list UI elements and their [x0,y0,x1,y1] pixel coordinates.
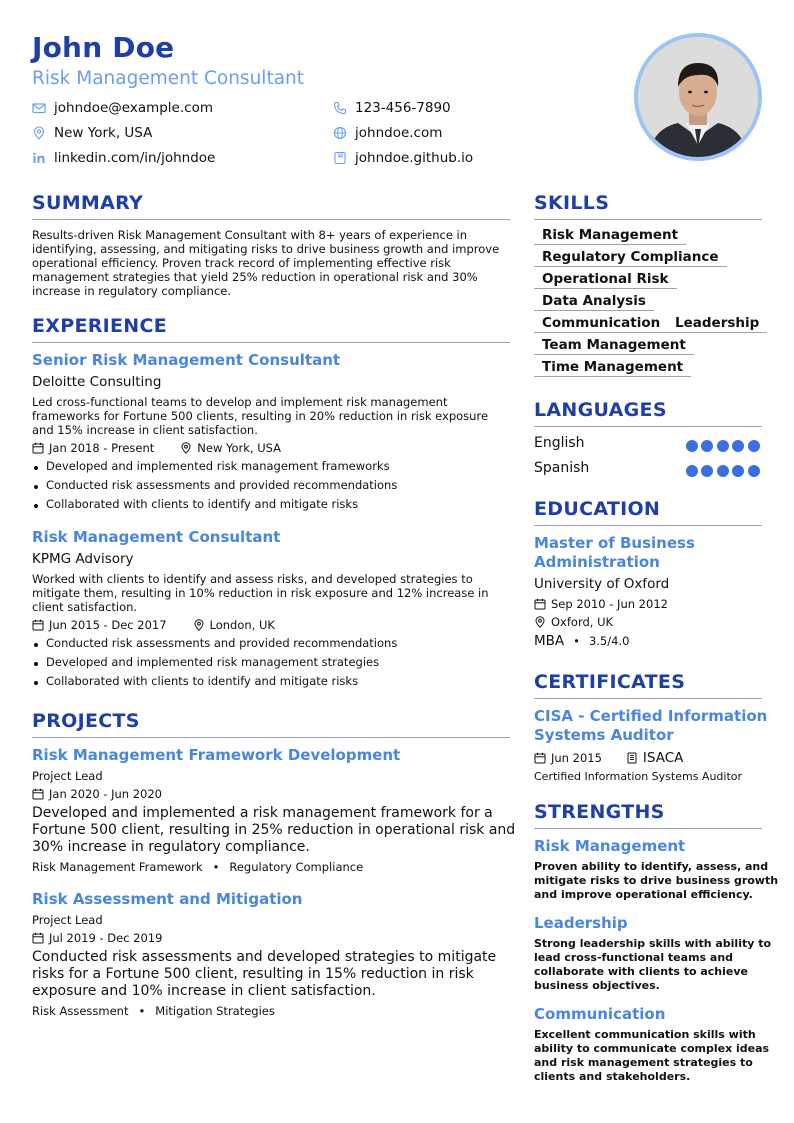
project-description-line: exposure and 10% increase in client satisfaction. [32,983,376,999]
projects-divider [32,737,510,738]
project-dates: Jul 2019 - Dec 2019 [49,931,163,945]
location-pin-icon [534,616,546,628]
education-degree [534,534,695,572]
project-tag: Regulatory Compliance [229,860,364,874]
proficiency-dot [686,440,698,452]
summary-line: operational efficiency. Proven track record of implementing effective risk [32,256,451,270]
job-bullet: Developed and implemented risk management frameworks [32,459,390,473]
strength-description-line: mitigate risks to drive business growth [534,874,779,887]
job-company: Deloitte Consulting [32,374,162,390]
linkedin-icon [32,151,46,165]
contact-github-text: johndoe.github.io [355,150,474,166]
education-dates: Sep 2010 - Jun 2012 [551,597,668,611]
calendar-icon [32,788,44,800]
project-meta [32,931,162,945]
education-location: Oxford, UK [551,615,614,629]
language-level [682,440,760,452]
education-heading: EDUCATION [534,498,661,520]
strength-description [534,1028,769,1084]
job-bullet: Collaborated with clients to identify and mitigate risks [32,674,358,688]
proficiency-dot [717,465,729,477]
strength-title: Communication [534,1005,666,1023]
project-dates: Jan 2020 - Jun 2020 [49,787,163,801]
skill-tag: Leadership [667,315,767,333]
education-divider [534,525,762,526]
skill-tag: Operational Risk [534,271,677,289]
certificate-meta [534,750,683,766]
strength-description-line: ability to communicate complex ideas [534,1042,770,1055]
education-school: University of Oxford [534,576,670,592]
project-role: Project Lead [32,769,103,783]
job-description-line: frameworks for Fortune 500 clients, resulting in 20% reduction in risk exposure [32,409,489,423]
skill-tag: Data Analysis [534,293,654,311]
proficiency-dot [732,440,744,452]
institution-icon [626,752,638,764]
proficiency-dot [748,440,760,452]
strength-description-line: Strong leadership skills with ability to [534,937,772,950]
globe-icon [333,126,347,140]
strengths-divider [534,828,762,829]
certificates-divider [534,698,762,699]
summary-line: Results-driven Risk Management Consultant with 8+ years of experience in [32,228,468,242]
job-meta [32,618,275,632]
certificate-date: Jun 2015 [551,751,602,765]
contact-website-text: johndoe.com [355,125,443,141]
contact-phone[interactable] [333,100,451,116]
proficiency-dot [717,440,729,452]
skill-tag: Regulatory Compliance [534,249,727,267]
proficiency-dot [686,465,698,477]
job-bullet: Conducted risk assessments and provided recommendations [32,478,397,492]
proficiency-dot [748,465,760,477]
proficiency-dot [701,465,713,477]
proficiency-dot [732,465,744,477]
calendar-icon [32,932,44,944]
skill-tag: Time Management [534,359,691,377]
location-pin-icon [180,442,192,454]
certificate-description: Certified Information Systems Auditor [534,770,743,783]
strengths-heading: STRENGTHS [534,801,665,823]
summary-divider [32,219,510,220]
job-description-line: mitigate them, resulting in 10% reduction in risk exposure and 12% increase in [32,586,489,600]
job-dates: Jun 2015 - Dec 2017 [49,618,167,632]
language-name: English [534,435,585,451]
certificate-title-line: Systems Auditor [534,726,674,744]
strength-description-line: business objectives. [534,979,660,992]
job-location: New York, USA [197,441,282,455]
languages-heading: LANGUAGES [534,399,667,421]
education-location-row [534,615,613,629]
strength-description [534,937,771,993]
job-description [32,395,488,437]
skill-tag: Communication [534,315,668,333]
education-short: MBA [534,633,565,649]
summary-heading: SUMMARY [32,192,144,214]
contact-email[interactable] [32,100,213,116]
skills-divider [534,219,762,220]
contact-website[interactable] [333,125,442,141]
project-description-line: Conducted risk assessments and developed strategies to mitigate [32,949,497,965]
project-meta [32,787,162,801]
education-grade-row: MBA • 3.5/4.0 [534,633,630,649]
strength-title: Risk Management [534,837,686,855]
strength-description-line: and improve operational efficiency. [534,888,753,901]
job-location: London, UK [209,618,275,632]
candidate-name: John Doe [32,31,175,64]
certificate-title [534,707,767,745]
summary-text [32,228,499,298]
language-level [682,465,760,477]
degree-line: Administration [534,553,660,571]
job-bullet: Developed and implemented risk management strategies [32,655,379,669]
location-pin-icon [193,619,205,631]
project-tag: Mitigation Strategies [155,1004,275,1018]
projects-heading: PROJECTS [32,710,140,732]
project-tag: Risk Management Framework [32,860,203,874]
contact-location-text: New York, USA [54,125,153,141]
calendar-icon [32,442,44,454]
project-description-line: risks for a Fortune 500 client, resulting in 15% reduction in risk [32,966,474,982]
mail-icon [32,101,46,115]
calendar-icon [32,619,44,631]
contact-linkedin[interactable] [32,150,215,166]
strength-description-line: collaborate with clients to achieve [534,965,748,978]
project-role: Project Lead [32,913,103,927]
strength-description-line: lead cross-functional teams and [534,951,734,964]
project-description [32,805,515,856]
contact-github[interactable] [333,150,473,166]
project-tags: Risk Assessment • Mitigation Strategies [32,1004,275,1018]
skill-tag: Risk Management [534,227,686,245]
strength-description [534,860,778,902]
job-dates: Jan 2018 - Present [49,441,155,455]
summary-line: increase in regulatory compliance. [32,284,232,298]
job-description [32,572,489,614]
job-description-line: Led cross-functional teams to develop and implement risk management [32,395,448,409]
experience-heading: EXPERIENCE [32,315,168,337]
project-tag: Risk Assessment [32,1004,129,1018]
calendar-icon [534,598,546,610]
languages-divider [534,426,762,427]
strength-title: Leadership [534,914,628,932]
job-description-line: Worked with clients to identify and assess risks, and developed strategies to [32,572,473,586]
contact-phone-text: 123-456-7890 [355,100,451,116]
contact-location [32,125,152,141]
contact-linkedin-text: linkedin.com/in/johndoe [54,150,216,166]
summary-line: identifying, assessing, and mitigating risks to drive business growth and improve [32,242,500,256]
job-meta [32,441,281,455]
portfolio-icon [333,151,347,165]
project-tags: Risk Management Framework • Regulatory Compliance [32,860,364,874]
strength-description-line: Excellent communication skills with [534,1028,756,1041]
education-dates-row [534,597,668,611]
skill-tag: Team Management [534,337,694,355]
experience-divider [32,342,510,343]
project-description-line: Developed and implemented a risk management framework for a [32,805,493,821]
phone-icon [333,101,347,115]
language-name: Spanish [534,460,590,476]
degree-line: Master of Business [534,534,695,552]
job-description-line: and 15% increase in client satisfaction. [32,423,258,437]
project-description-line: Fortune 500 client, resulting in 25% reduction in operational risk and [32,822,516,838]
strength-description-line: and risk management strategies to [534,1056,753,1069]
summary-line: management strategies that yield 25% reduction in operational risk and 30% [32,270,478,284]
certificates-heading: CERTIFICATES [534,671,686,693]
project-description-line: 30% increase in regulatory compliance. [32,839,310,855]
contact-email-text: johndoe@example.com [54,100,213,116]
project-title: Risk Management Framework Development [32,746,401,764]
job-bullet: Conducted risk assessments and provided recommendations [32,636,397,650]
job-bullet: Collaborated with clients to identify and mitigate risks [32,497,358,511]
certificate-title-line: CISA - Certified Information [534,707,768,725]
project-description [32,949,496,1000]
job-description-line: client satisfaction. [32,600,138,614]
job-company: KPMG Advisory [32,551,134,567]
strength-description-line: clients and stakeholders. [534,1070,691,1083]
strength-description-line: Proven ability to identify, assess, and [534,860,769,873]
location-pin-icon [32,126,46,140]
job-role: Senior Risk Management Consultant [32,351,341,369]
profile-photo [634,33,762,161]
calendar-icon [534,752,546,764]
skills-heading: SKILLS [534,192,610,214]
certificate-issuer: ISACA [642,750,684,766]
education-gpa: 3.5/4.0 [588,634,630,648]
project-title: Risk Assessment and Mitigation [32,890,303,908]
proficiency-dot [701,440,713,452]
candidate-title: Risk Management Consultant [32,68,305,89]
job-role: Risk Management Consultant [32,528,281,546]
